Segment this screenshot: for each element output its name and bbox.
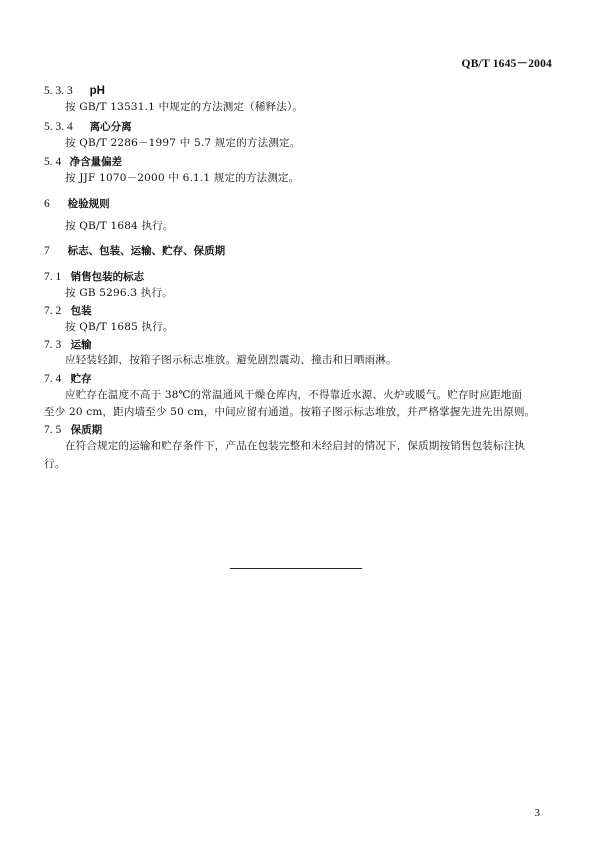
clause-5-4-text: 按 JJF 1070－2000 中 6.1.1 规定的方法测定。 xyxy=(65,172,300,184)
clause-5-3-3-heading xyxy=(44,82,105,99)
end-divider xyxy=(230,568,362,569)
clause-7-5-heading xyxy=(44,421,102,438)
chapter-6-text: 按 QB/T 1684 执行。 xyxy=(65,220,174,232)
clause-number: 7. 1 xyxy=(44,271,62,283)
clause-7-1-heading xyxy=(44,268,144,285)
clause-number: 7. 2 xyxy=(44,305,62,317)
clause-number: 5. 3. 4 xyxy=(44,121,73,133)
chapter-number: 6 xyxy=(44,198,50,210)
clause-7-3-heading xyxy=(44,336,92,353)
clause-number: 5. 3. 3 xyxy=(44,85,73,97)
page-number: 3 xyxy=(534,807,540,819)
clause-5-3-4-text: 按 QB/T 2286－1997 中 5.7 规定的方法测定。 xyxy=(65,137,301,149)
clause-title: 保质期 xyxy=(70,424,103,436)
clause-7-3-text: 应轻装轻卸，按箱子图示标志堆放。避免剧烈震动、撞击和日晒雨淋。 xyxy=(65,354,397,366)
clause-7-2-heading xyxy=(44,302,92,319)
clause-title: 运输 xyxy=(70,339,92,351)
clause-number: 7. 5 xyxy=(44,424,62,436)
clause-title: 贮存 xyxy=(70,373,92,385)
chapter-number: 7 xyxy=(44,245,50,257)
clause-7-4-text-line2: 至少 20 cm，距内墙至少 50 cm，中间应留有通道。按箱子图示标志堆放，并严格掌握先进先出原则。 xyxy=(44,406,536,418)
clause-7-5-text-line1: 在符合规定的运输和贮存条件下，产品在包装完整和未经启封的情况下，保质期按销售包装标注执 xyxy=(65,440,526,452)
chapter-title: 标志、包装、运输、贮存、保质期 xyxy=(67,245,226,257)
clause-number: 7. 4 xyxy=(44,373,62,385)
clause-number: 7. 3 xyxy=(44,339,62,351)
clause-7-4-text-line1: 应贮存在温度不高于 38℃的常温通风干燥仓库内，不得靠近水源、火炉或暖气。贮存时应距地面 xyxy=(65,389,523,401)
clause-5-3-4-heading xyxy=(44,118,132,135)
clause-title: 净含量偏差 xyxy=(69,156,123,168)
clause-title: 包装 xyxy=(70,305,92,317)
chapter-6-heading xyxy=(44,195,110,212)
chapter-7-heading xyxy=(44,242,225,259)
clause-5-4-heading xyxy=(44,153,122,170)
clause-title: 销售包装的标志 xyxy=(70,271,145,283)
clause-5-3-3-text: 按 GB/T 13531.1 中规定的方法测定（稀释法）。 xyxy=(65,101,304,113)
clause-7-1-text: 按 GB 5296.3 执行。 xyxy=(65,287,173,299)
clause-number: 5. 4 xyxy=(44,156,62,168)
clause-title: 离心分离 xyxy=(89,121,132,133)
chapter-title: 检验规则 xyxy=(67,198,110,210)
clause-7-5-text-line2: 行。 xyxy=(44,458,66,470)
clause-7-4-heading xyxy=(44,370,92,387)
clause-title: pH xyxy=(89,85,105,97)
clause-7-2-text: 按 QB/T 1685 执行。 xyxy=(65,321,174,333)
standard-code: QB/T 1645－2004 xyxy=(461,58,552,70)
